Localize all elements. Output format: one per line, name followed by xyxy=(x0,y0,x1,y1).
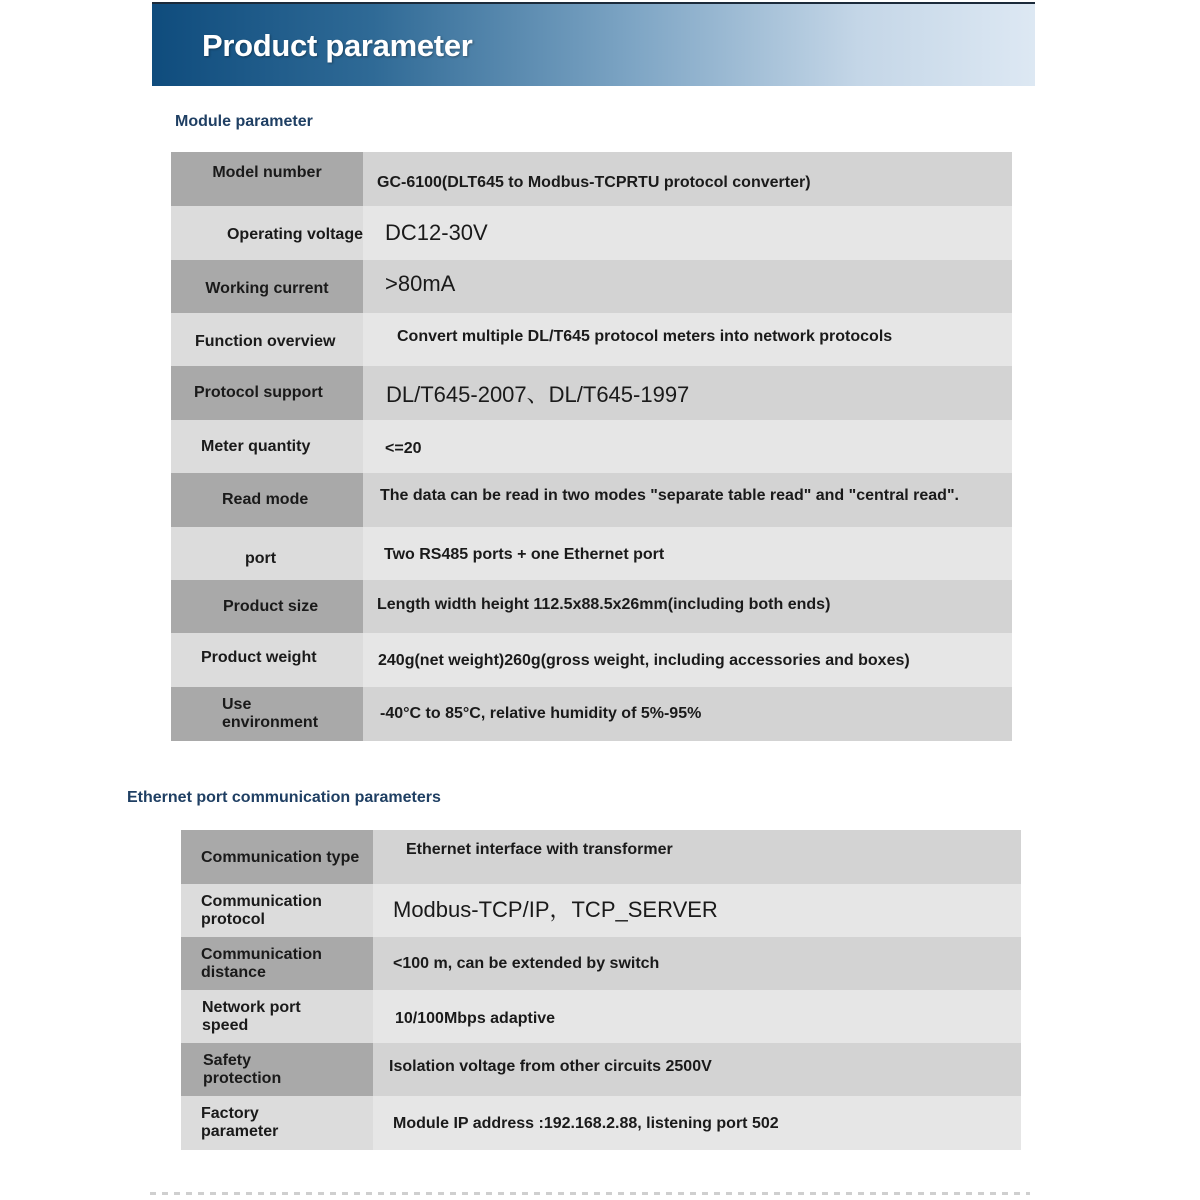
row-label: Read mode xyxy=(171,473,363,527)
row-label: Safety protection xyxy=(181,1043,373,1096)
row-value: DC12-30V xyxy=(363,206,1012,260)
row-value: >80mA xyxy=(363,260,1012,313)
row-label: Factory parameter xyxy=(181,1096,373,1150)
page-title: Product parameter xyxy=(202,28,473,63)
row-label: Product weight xyxy=(171,633,363,687)
row-label: Communication protocol xyxy=(181,884,373,937)
row-label: Network port speed xyxy=(181,990,373,1043)
page-bottom-edge xyxy=(150,1192,1030,1195)
row-value: <=20 xyxy=(363,420,1012,473)
row-label: Operating voltage xyxy=(171,206,363,260)
row-label: Product size xyxy=(171,580,363,633)
table-row xyxy=(171,366,1012,420)
row-value: Module IP address :192.168.2.88, listening port 502 xyxy=(373,1096,1021,1150)
table-row xyxy=(181,937,1021,990)
table-row xyxy=(181,1043,1021,1096)
table-row xyxy=(171,313,1012,366)
header-banner xyxy=(152,2,1035,86)
row-label: Protocol support xyxy=(171,366,363,420)
row-value: Ethernet interface with transformer xyxy=(373,830,1021,884)
table-row xyxy=(181,884,1021,937)
row-value: Two RS485 ports + one Ethernet port xyxy=(363,527,1012,580)
table-row xyxy=(171,473,1012,527)
row-value: GC-6100(DLT645 to Modbus-TCPRTU protocol converter) xyxy=(363,152,1012,206)
row-value: Modbus-TCP/IP，TCP_SERVER xyxy=(373,884,1021,937)
row-label: Meter quantity xyxy=(171,420,363,473)
module-section-title: Module parameter xyxy=(175,113,313,130)
row-label: Function overview xyxy=(171,313,363,366)
module-parameter-table xyxy=(171,152,1012,741)
row-value: 240g(net weight)260g(gross weight, including accessories and boxes) xyxy=(363,633,1012,687)
table-row xyxy=(171,527,1012,580)
table-row xyxy=(171,260,1012,313)
ethernet-parameter-table xyxy=(181,830,1021,1150)
row-label: port xyxy=(171,527,363,580)
table-row xyxy=(171,633,1012,687)
row-label: Communication type xyxy=(181,830,373,884)
row-label: Model number xyxy=(171,152,363,206)
row-label: Communication distance xyxy=(181,937,373,990)
row-value: The data can be read in two modes "separate table read" and "central read". xyxy=(363,473,1012,527)
row-value: Isolation voltage from other circuits 2500V xyxy=(373,1043,1021,1096)
table-row xyxy=(181,830,1021,884)
table-row xyxy=(171,152,1012,206)
table-row xyxy=(181,990,1021,1043)
table-row xyxy=(181,1096,1021,1150)
table-row xyxy=(171,687,1012,741)
row-value: <100 m, can be extended by switch xyxy=(373,937,1021,990)
row-label: Working current xyxy=(171,260,363,313)
row-value: -40°C to 85°C, relative humidity of 5%-95% xyxy=(363,687,1012,741)
row-label: Use environment xyxy=(171,687,363,741)
table-row xyxy=(171,420,1012,473)
row-value: DL/T645-2007、DL/T645-1997 xyxy=(363,366,1012,420)
table-row xyxy=(171,206,1012,260)
row-value: Length width height 112.5x88.5x26mm(including both ends) xyxy=(363,580,1012,633)
row-value: Convert multiple DL/T645 protocol meters into network protocols xyxy=(363,313,1012,366)
row-value: 10/100Mbps adaptive xyxy=(373,990,1021,1043)
table-row xyxy=(171,580,1012,633)
ethernet-section-title: Ethernet port communication parameters xyxy=(127,789,441,806)
